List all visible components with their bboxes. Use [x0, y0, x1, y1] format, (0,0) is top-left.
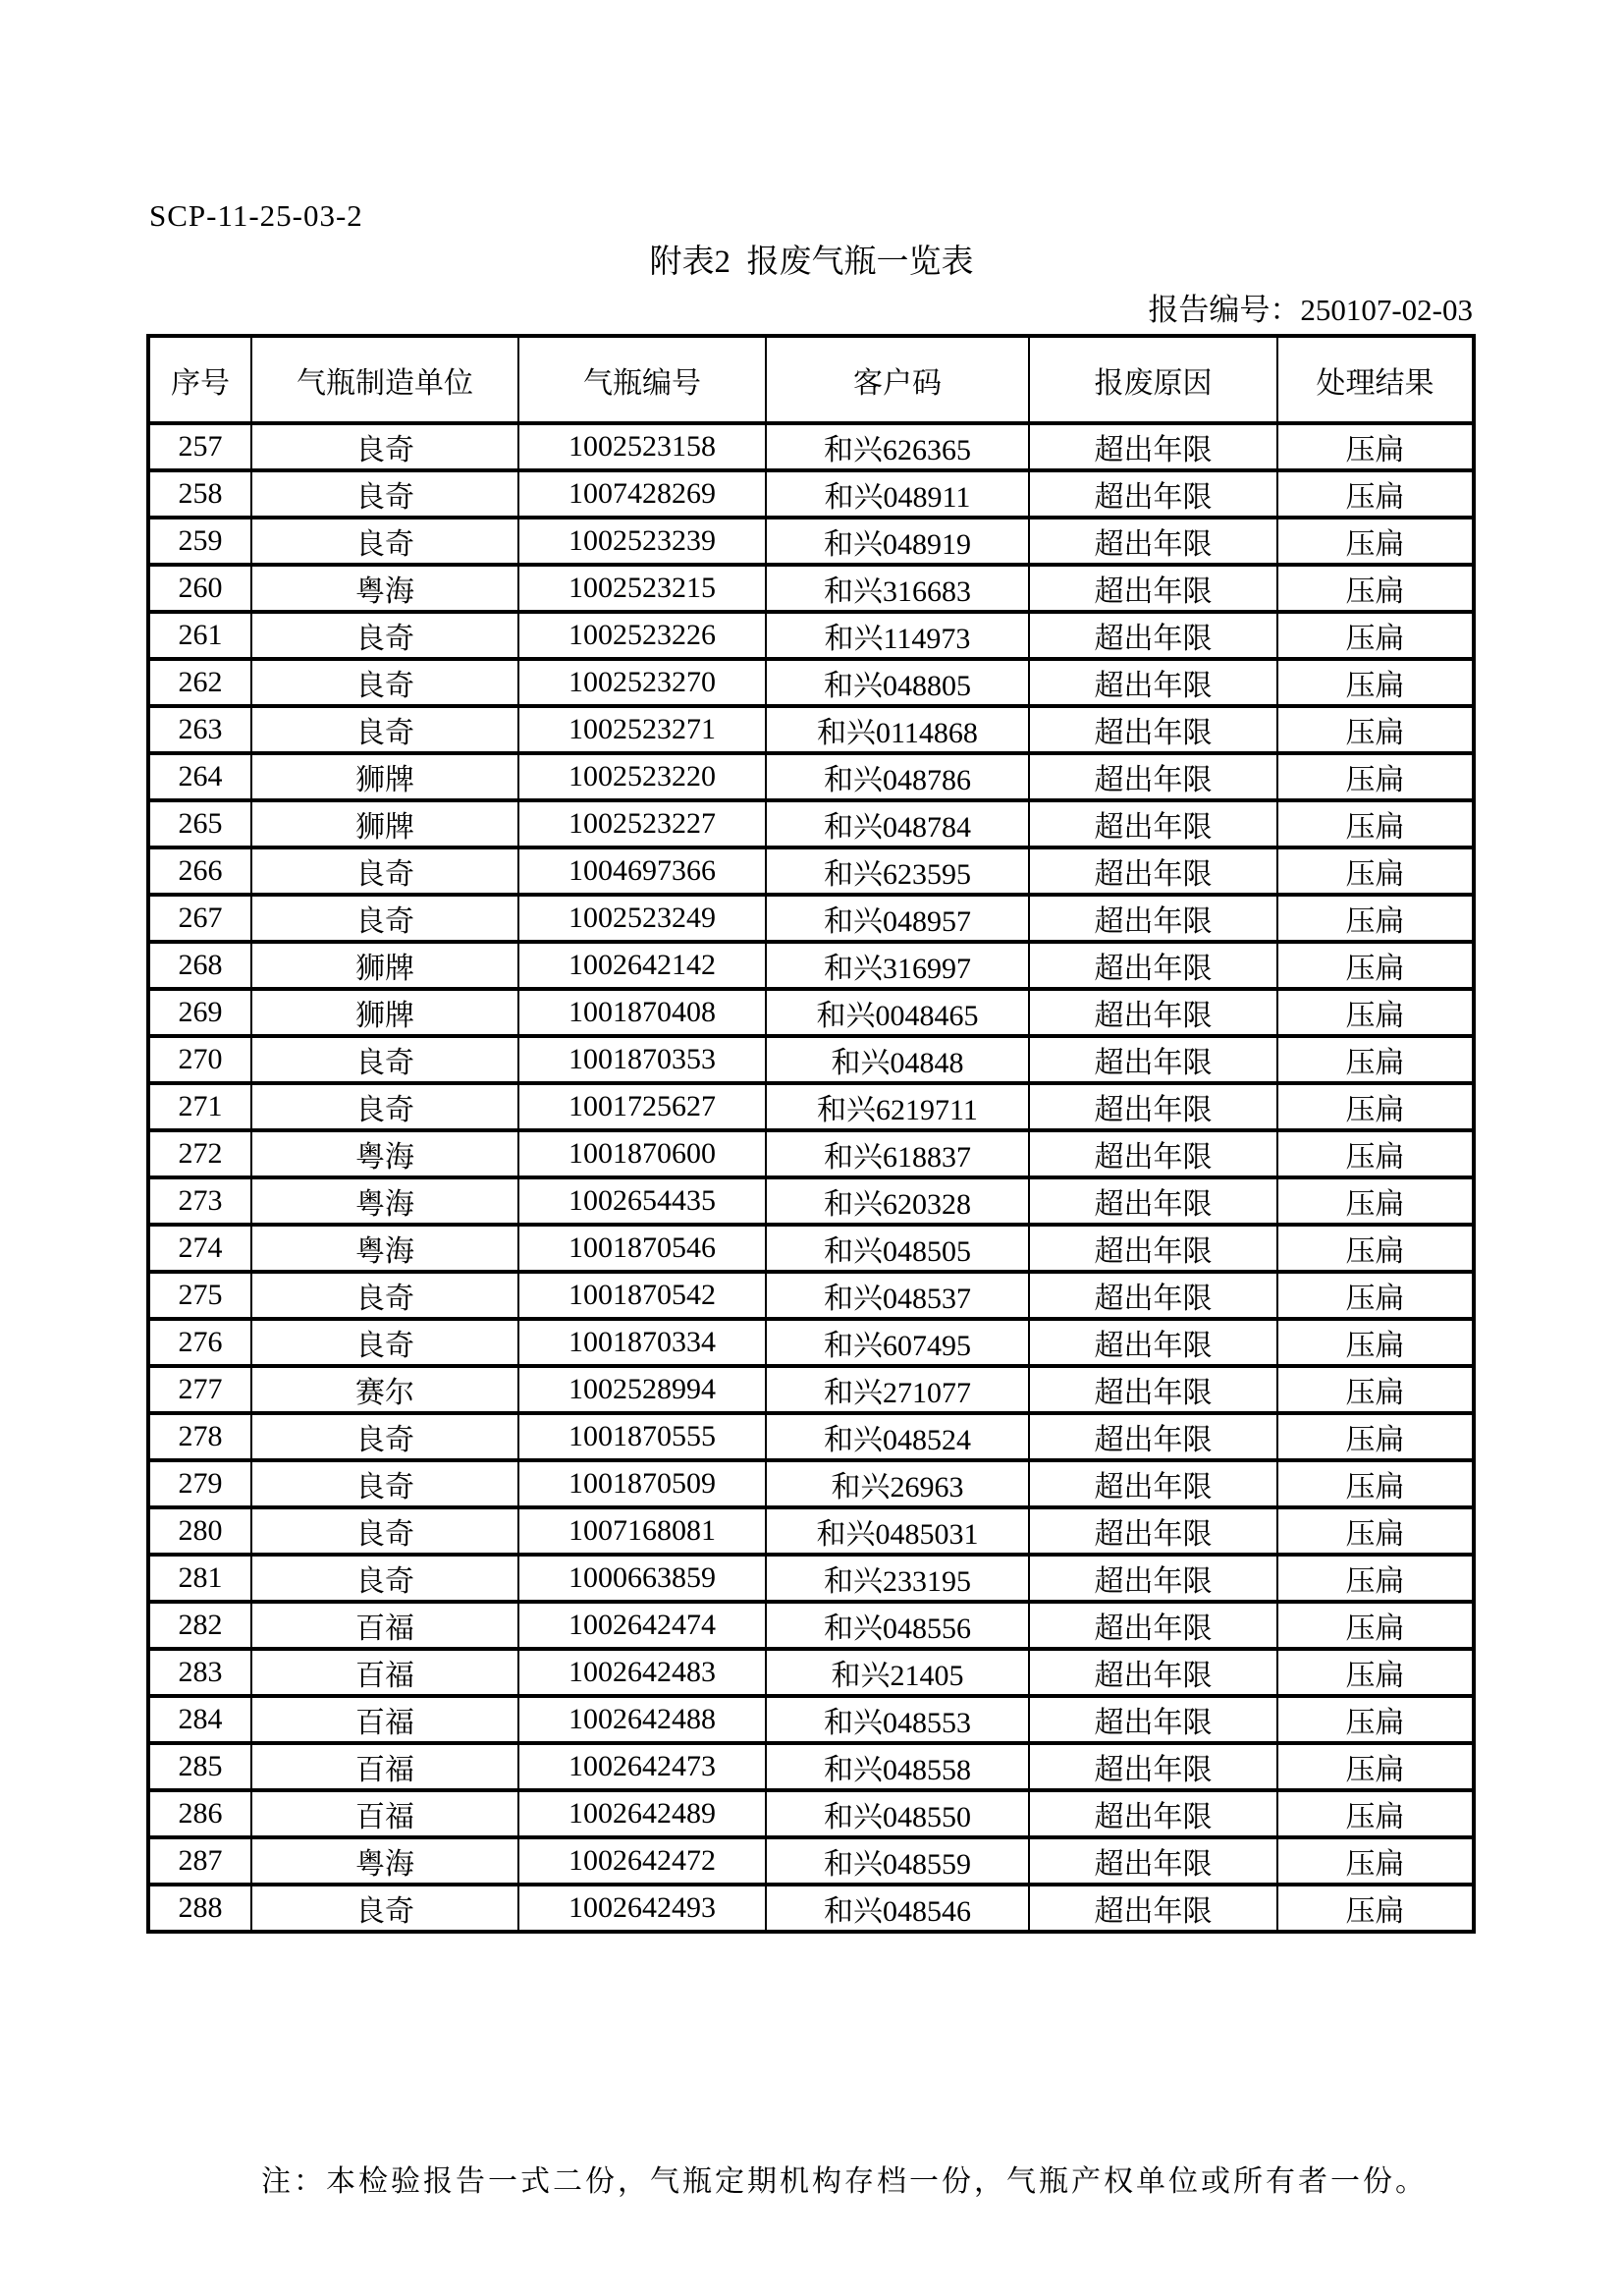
table-cell: 和兴048911	[766, 470, 1029, 518]
table-row	[148, 1366, 1474, 1413]
table-cell: 259	[148, 518, 251, 565]
table-cell: 百福	[251, 1696, 518, 1743]
table-cell: 超出年限	[1029, 565, 1277, 612]
table-cell: 良奇	[251, 1507, 518, 1555]
table-cell: 和兴114973	[766, 612, 1029, 659]
table-cell: 压扁	[1277, 895, 1474, 942]
table-cell: 粤海	[251, 1130, 518, 1177]
table-row	[148, 1696, 1474, 1743]
table-row	[148, 1649, 1474, 1696]
table-cell: 和兴048957	[766, 895, 1029, 942]
scrap-table-body	[148, 423, 1474, 1932]
table-cell: 和兴0048465	[766, 989, 1029, 1036]
footnote: 注：本检验报告一式二份，气瓶定期机构存档一份，气瓶产权单位或所有者一份。	[261, 2165, 1428, 2198]
table-cell: 压扁	[1277, 1083, 1474, 1130]
table-cell: 1001870600	[518, 1130, 766, 1177]
table-cell: 1002642472	[518, 1837, 766, 1885]
table-cell: 和兴626365	[766, 423, 1029, 470]
table-cell: 超出年限	[1029, 1602, 1277, 1649]
table-cell: 超出年限	[1029, 1177, 1277, 1225]
table-cell: 267	[148, 895, 251, 942]
doc-code: SCP-11-25-03-2	[149, 198, 363, 233]
table-cell: 1001870353	[518, 1036, 766, 1083]
table-cell: 压扁	[1277, 659, 1474, 706]
table-cell: 狮牌	[251, 753, 518, 800]
table-cell: 良奇	[251, 1319, 518, 1366]
table-cell: 超出年限	[1029, 1743, 1277, 1790]
table-cell: 276	[148, 1319, 251, 1366]
table-cell: 和兴048559	[766, 1837, 1029, 1885]
table-cell: 超出年限	[1029, 1507, 1277, 1555]
table-cell: 超出年限	[1029, 1225, 1277, 1272]
table-cell: 1004697366	[518, 847, 766, 895]
table-cell: 1002642489	[518, 1790, 766, 1837]
table-cell: 超出年限	[1029, 470, 1277, 518]
header-disposal-result: 处理结果	[1277, 336, 1474, 423]
table-cell: 超出年限	[1029, 423, 1277, 470]
table-cell: 良奇	[251, 847, 518, 895]
table-cell: 超出年限	[1029, 612, 1277, 659]
table-cell: 284	[148, 1696, 251, 1743]
table-cell: 277	[148, 1366, 251, 1413]
table-cell: 良奇	[251, 470, 518, 518]
table-cell: 1001725627	[518, 1083, 766, 1130]
table-row	[148, 800, 1474, 847]
table-cell: 粤海	[251, 565, 518, 612]
table-cell: 1001870334	[518, 1319, 766, 1366]
table-cell: 良奇	[251, 612, 518, 659]
table-cell: 压扁	[1277, 1790, 1474, 1837]
table-cell: 超出年限	[1029, 753, 1277, 800]
table-cell: 超出年限	[1029, 1696, 1277, 1743]
table-cell: 和兴607495	[766, 1319, 1029, 1366]
header-scrap-reason: 报废原因	[1029, 336, 1277, 423]
table-cell: 和兴048919	[766, 518, 1029, 565]
table-cell: 1002523249	[518, 895, 766, 942]
header-customer-code: 客户码	[766, 336, 1029, 423]
table-cell: 百福	[251, 1649, 518, 1696]
table-cell: 良奇	[251, 1083, 518, 1130]
table-cell: 1002523226	[518, 612, 766, 659]
table-cell: 压扁	[1277, 1837, 1474, 1885]
table-cell: 超出年限	[1029, 706, 1277, 753]
table-cell: 超出年限	[1029, 1272, 1277, 1319]
table-cell: 1007428269	[518, 470, 766, 518]
table-row	[148, 1790, 1474, 1837]
table-cell: 1002642488	[518, 1696, 766, 1743]
table-cell: 超出年限	[1029, 1885, 1277, 1932]
table-cell: 压扁	[1277, 1413, 1474, 1460]
table-cell: 和兴048550	[766, 1790, 1029, 1837]
table-cell: 279	[148, 1460, 251, 1507]
table-cell: 压扁	[1277, 1036, 1474, 1083]
table-cell: 超出年限	[1029, 847, 1277, 895]
table-cell: 和兴048784	[766, 800, 1029, 847]
table-cell: 268	[148, 942, 251, 989]
table-cell: 257	[148, 423, 251, 470]
table-cell: 良奇	[251, 518, 518, 565]
table-cell: 粤海	[251, 1837, 518, 1885]
table-cell: 超出年限	[1029, 659, 1277, 706]
table-cell: 超出年限	[1029, 1413, 1277, 1460]
table-cell: 和兴048524	[766, 1413, 1029, 1460]
table-cell: 压扁	[1277, 1696, 1474, 1743]
table-cell: 压扁	[1277, 1885, 1474, 1932]
table-cell: 狮牌	[251, 989, 518, 1036]
table-cell: 265	[148, 800, 251, 847]
table-cell: 压扁	[1277, 989, 1474, 1036]
table-cell: 压扁	[1277, 1602, 1474, 1649]
header-cylinder-number: 气瓶编号	[518, 336, 766, 423]
table-row	[148, 1555, 1474, 1602]
table-row	[148, 659, 1474, 706]
table-cell: 压扁	[1277, 1225, 1474, 1272]
table-cell: 压扁	[1277, 470, 1474, 518]
table-cell: 1002528994	[518, 1366, 766, 1413]
table-cell: 280	[148, 1507, 251, 1555]
table-cell: 压扁	[1277, 942, 1474, 989]
table-cell: 和兴316997	[766, 942, 1029, 989]
table-cell: 狮牌	[251, 800, 518, 847]
table-cell: 273	[148, 1177, 251, 1225]
table-cell: 超出年限	[1029, 518, 1277, 565]
table-cell: 压扁	[1277, 706, 1474, 753]
table-cell: 超出年限	[1029, 1460, 1277, 1507]
table-cell: 压扁	[1277, 565, 1474, 612]
table-cell: 286	[148, 1790, 251, 1837]
table-cell: 283	[148, 1649, 251, 1696]
table-cell: 1002523227	[518, 800, 766, 847]
table-cell: 压扁	[1277, 1743, 1474, 1790]
table-cell: 274	[148, 1225, 251, 1272]
table-cell: 1002642493	[518, 1885, 766, 1932]
table-cell: 良奇	[251, 1555, 518, 1602]
table-cell: 和兴048537	[766, 1272, 1029, 1319]
table-row	[148, 1319, 1474, 1366]
table-cell: 1000663859	[518, 1555, 766, 1602]
table-cell: 263	[148, 706, 251, 753]
table-cell: 和兴048546	[766, 1885, 1029, 1932]
table-header-row	[148, 336, 1474, 423]
table-cell: 1002642474	[518, 1602, 766, 1649]
table-row	[148, 895, 1474, 942]
table-cell: 压扁	[1277, 1555, 1474, 1602]
table-cell: 良奇	[251, 1036, 518, 1083]
table-cell: 压扁	[1277, 1460, 1474, 1507]
table-cell: 超出年限	[1029, 1319, 1277, 1366]
table-row	[148, 706, 1474, 753]
table-cell: 1002523270	[518, 659, 766, 706]
table-cell: 压扁	[1277, 1272, 1474, 1319]
table-row	[148, 612, 1474, 659]
table-cell: 超出年限	[1029, 1555, 1277, 1602]
table-row	[148, 423, 1474, 470]
table-cell: 和兴0114868	[766, 706, 1029, 753]
table-cell: 超出年限	[1029, 989, 1277, 1036]
page-title: 附表2 报废气瓶一览表	[649, 245, 974, 280]
table-cell: 260	[148, 565, 251, 612]
table-row	[148, 1885, 1474, 1932]
table-row	[148, 1130, 1474, 1177]
table-cell: 和兴048553	[766, 1696, 1029, 1743]
table-cell: 良奇	[251, 1413, 518, 1460]
table-cell: 狮牌	[251, 942, 518, 989]
table-cell: 良奇	[251, 706, 518, 753]
table-cell: 1001870546	[518, 1225, 766, 1272]
table-cell: 288	[148, 1885, 251, 1932]
table-cell: 压扁	[1277, 1319, 1474, 1366]
table-cell: 赛尔	[251, 1366, 518, 1413]
table-cell: 超出年限	[1029, 1130, 1277, 1177]
table-cell: 和兴271077	[766, 1366, 1029, 1413]
table-cell: 275	[148, 1272, 251, 1319]
table-cell: 1001870542	[518, 1272, 766, 1319]
table-row	[148, 1602, 1474, 1649]
table-cell: 压扁	[1277, 423, 1474, 470]
table-cell: 良奇	[251, 895, 518, 942]
table-row	[148, 1177, 1474, 1225]
table-cell: 和兴0485031	[766, 1507, 1029, 1555]
table-cell: 压扁	[1277, 518, 1474, 565]
table-cell: 粤海	[251, 1177, 518, 1225]
table-cell: 和兴6219711	[766, 1083, 1029, 1130]
table-cell: 和兴233195	[766, 1555, 1029, 1602]
table-cell: 272	[148, 1130, 251, 1177]
table-cell: 超出年限	[1029, 1790, 1277, 1837]
table-cell: 超出年限	[1029, 1083, 1277, 1130]
table-cell: 271	[148, 1083, 251, 1130]
table-cell: 1002523220	[518, 753, 766, 800]
table-cell: 和兴048505	[766, 1225, 1029, 1272]
table-cell: 和兴048558	[766, 1743, 1029, 1790]
header-manufacturer: 气瓶制造单位	[251, 336, 518, 423]
table-cell: 281	[148, 1555, 251, 1602]
table-cell: 287	[148, 1837, 251, 1885]
table-cell: 良奇	[251, 1885, 518, 1932]
header-serial-number: 序号	[148, 336, 251, 423]
table-cell: 1002642483	[518, 1649, 766, 1696]
table-cell: 1002523215	[518, 565, 766, 612]
table-cell: 压扁	[1277, 753, 1474, 800]
scrapped-cylinder-table	[146, 334, 1476, 1934]
table-cell: 百福	[251, 1743, 518, 1790]
table-cell: 1001870555	[518, 1413, 766, 1460]
table-cell: 264	[148, 753, 251, 800]
table-row	[148, 847, 1474, 895]
table-cell: 和兴620328	[766, 1177, 1029, 1225]
table-cell: 和兴048556	[766, 1602, 1029, 1649]
table-row	[148, 1507, 1474, 1555]
table-row	[148, 1460, 1474, 1507]
table-cell: 1001870408	[518, 989, 766, 1036]
table-cell: 1002523271	[518, 706, 766, 753]
table-row	[148, 565, 1474, 612]
table-cell: 良奇	[251, 659, 518, 706]
report-number: 报告编号：250107-02-03	[1148, 293, 1473, 327]
table-cell: 1001870509	[518, 1460, 766, 1507]
table-cell: 和兴623595	[766, 847, 1029, 895]
table-row	[148, 1225, 1474, 1272]
table-cell: 269	[148, 989, 251, 1036]
table-cell: 和兴04848	[766, 1036, 1029, 1083]
table-cell: 百福	[251, 1602, 518, 1649]
table-cell: 1002523158	[518, 423, 766, 470]
table-cell: 压扁	[1277, 1366, 1474, 1413]
table-row	[148, 1036, 1474, 1083]
table-cell: 超出年限	[1029, 942, 1277, 989]
table-cell: 压扁	[1277, 1130, 1474, 1177]
table-cell: 1007168081	[518, 1507, 766, 1555]
table-cell: 良奇	[251, 423, 518, 470]
table-cell: 压扁	[1277, 1507, 1474, 1555]
table-cell: 1002642142	[518, 942, 766, 989]
table-cell: 270	[148, 1036, 251, 1083]
table-cell: 285	[148, 1743, 251, 1790]
table-cell: 超出年限	[1029, 800, 1277, 847]
table-cell: 266	[148, 847, 251, 895]
table-cell: 278	[148, 1413, 251, 1460]
table-cell: 282	[148, 1602, 251, 1649]
table-row	[148, 1743, 1474, 1790]
table-row	[148, 1272, 1474, 1319]
table-cell: 超出年限	[1029, 1649, 1277, 1696]
table-cell: 压扁	[1277, 800, 1474, 847]
table-cell: 压扁	[1277, 1649, 1474, 1696]
table-cell: 1002523239	[518, 518, 766, 565]
table-row	[148, 1083, 1474, 1130]
table-row	[148, 470, 1474, 518]
table-cell: 百福	[251, 1790, 518, 1837]
table-cell: 261	[148, 612, 251, 659]
table-row	[148, 753, 1474, 800]
table-cell: 压扁	[1277, 1177, 1474, 1225]
table-cell: 1002654435	[518, 1177, 766, 1225]
table-cell: 和兴316683	[766, 565, 1029, 612]
table-cell: 良奇	[251, 1272, 518, 1319]
table-cell: 1002642473	[518, 1743, 766, 1790]
table-cell: 和兴21405	[766, 1649, 1029, 1696]
table-cell: 258	[148, 470, 251, 518]
table-cell: 和兴26963	[766, 1460, 1029, 1507]
table-cell: 超出年限	[1029, 1036, 1277, 1083]
table-cell: 和兴618837	[766, 1130, 1029, 1177]
table-row	[148, 518, 1474, 565]
table-row	[148, 1413, 1474, 1460]
table-row	[148, 1837, 1474, 1885]
table-cell: 和兴048786	[766, 753, 1029, 800]
table-cell: 压扁	[1277, 612, 1474, 659]
table-cell: 超出年限	[1029, 895, 1277, 942]
table-cell: 压扁	[1277, 847, 1474, 895]
table-cell: 良奇	[251, 1460, 518, 1507]
table-row	[148, 942, 1474, 989]
table-cell: 和兴048805	[766, 659, 1029, 706]
table-cell: 粤海	[251, 1225, 518, 1272]
table-cell: 262	[148, 659, 251, 706]
table-cell: 超出年限	[1029, 1837, 1277, 1885]
table-row	[148, 989, 1474, 1036]
table-cell: 超出年限	[1029, 1366, 1277, 1413]
